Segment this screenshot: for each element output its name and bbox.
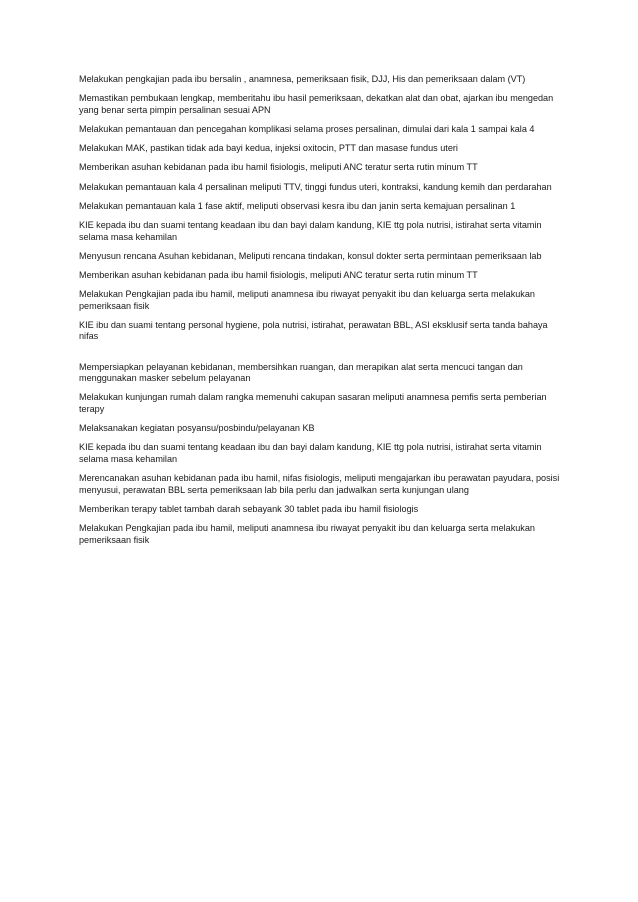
paragraph: Melakukan kunjungan rumah dalam rangka memenuhi cakupan sasaran meliputi anamnesa pemfis serta pemberian terapy: [79, 392, 547, 414]
paragraph: Merencanakan asuhan kebidanan pada ibu hamil, nifas fisiologis, meliputi mengajarkan ibu perawatan payudara, posisi menyusui, perawatan BBL serta pemeriksaan lab bila perlu dan jadwalkan serta kunjungan ulang: [79, 473, 560, 495]
paragraph: Mempersiapkan pelayanan kebidanan, membersihkan ruangan, dan merapikan alat serta mencuci tangan dan menggunakan masker sebelum pelayanan: [79, 361, 523, 384]
paragraph: Menyusun rencana Asuhan kebidanan, Meliputi rencana tindakan, konsul dokter serta permintaan pemeriksaan lab: [79, 250, 542, 261]
paragraph: Memberikan asuhan kebidanan pada ibu hamil fisiologis, meliputi ANC teratur serta rutin minum TT: [79, 269, 478, 280]
paragraph: KIE kepada ibu dan suami tentang keadaan ibu dan bayi dalam kandung, KIE ttg pola nutrisi, istirahat serta vitamin selama masa kehamilan: [79, 442, 542, 464]
paragraph: Melakukan pemantauan kala 4 persalinan meliputi TTV, tinggi fundus uteri, kontraksi, kandung kemih dan perdarahan: [79, 181, 552, 192]
paragraph: KIE kepada ibu dan suami tentang keadaan ibu dan bayi dalam kandung, KIE ttg pola nutrisi, istirahat serta vitamin selama masa kehamilan: [79, 219, 542, 242]
section-spacer: [79, 351, 566, 362]
paragraph: Melakukan pengkajian pada ibu bersalin , anamnesa, pemeriksaan fisik, DJJ, His dan pemeriksaan dalam (VT): [79, 74, 526, 84]
paragraph: Melakukan MAK, pastikan tidak ada bayi kedua, injeksi oxitocin, PTT dan masase fundus uteri: [79, 143, 458, 154]
paragraph: Melakukan Pengkajian pada ibu hamil, meliputi anamnesa ibu riwayat penyakit ibu dan keluarga serta melakukan pemeriksaan fisik: [79, 523, 535, 545]
paragraph: Melakukan pemantauan dan pencegahan komplikasi selama proses persalinan, dimulai dari kala 1 sampai kala 4: [79, 123, 535, 134]
document-body: [79, 74, 566, 554]
paragraph: Melakukan pemantauan kala 1 fase aktif, meliputi observasi kesra ibu dan janin serta kemajuan persalinan 1: [79, 200, 516, 211]
paragraph: Melaksanakan kegiatan posyansu/posbindu/pelayanan KB: [79, 423, 315, 434]
paragraph: Memastikan pembukaan lengkap, memberitahu ibu hasil pemeriksaan, dekatkan alat dan obat, ajarkan ibu mengedan yang benar serta pimpin persalinan sesuai APN: [79, 93, 554, 115]
paragraph: Melakukan Pengkajian pada ibu hamil, meliputi anamnesa ibu riwayat penyakit ibu dan keluarga serta melakukan pemeriksaan fisik: [79, 289, 535, 311]
paragraph: KIE ibu dan suami tentang personal hygiene, pola nutrisi, istirahat, perawatan BBL, ASI eksklusif serta tanda bahaya nifas: [79, 319, 548, 342]
paragraph: Memberikan terapy tablet tambah darah sebayank 30 tablet pada ibu hamil fisiologis: [79, 503, 419, 514]
paragraph: Memberikan asuhan kebidanan pada ibu hamil fisiologis, meliputi ANC teratur serta rutin minum TT: [79, 162, 478, 173]
